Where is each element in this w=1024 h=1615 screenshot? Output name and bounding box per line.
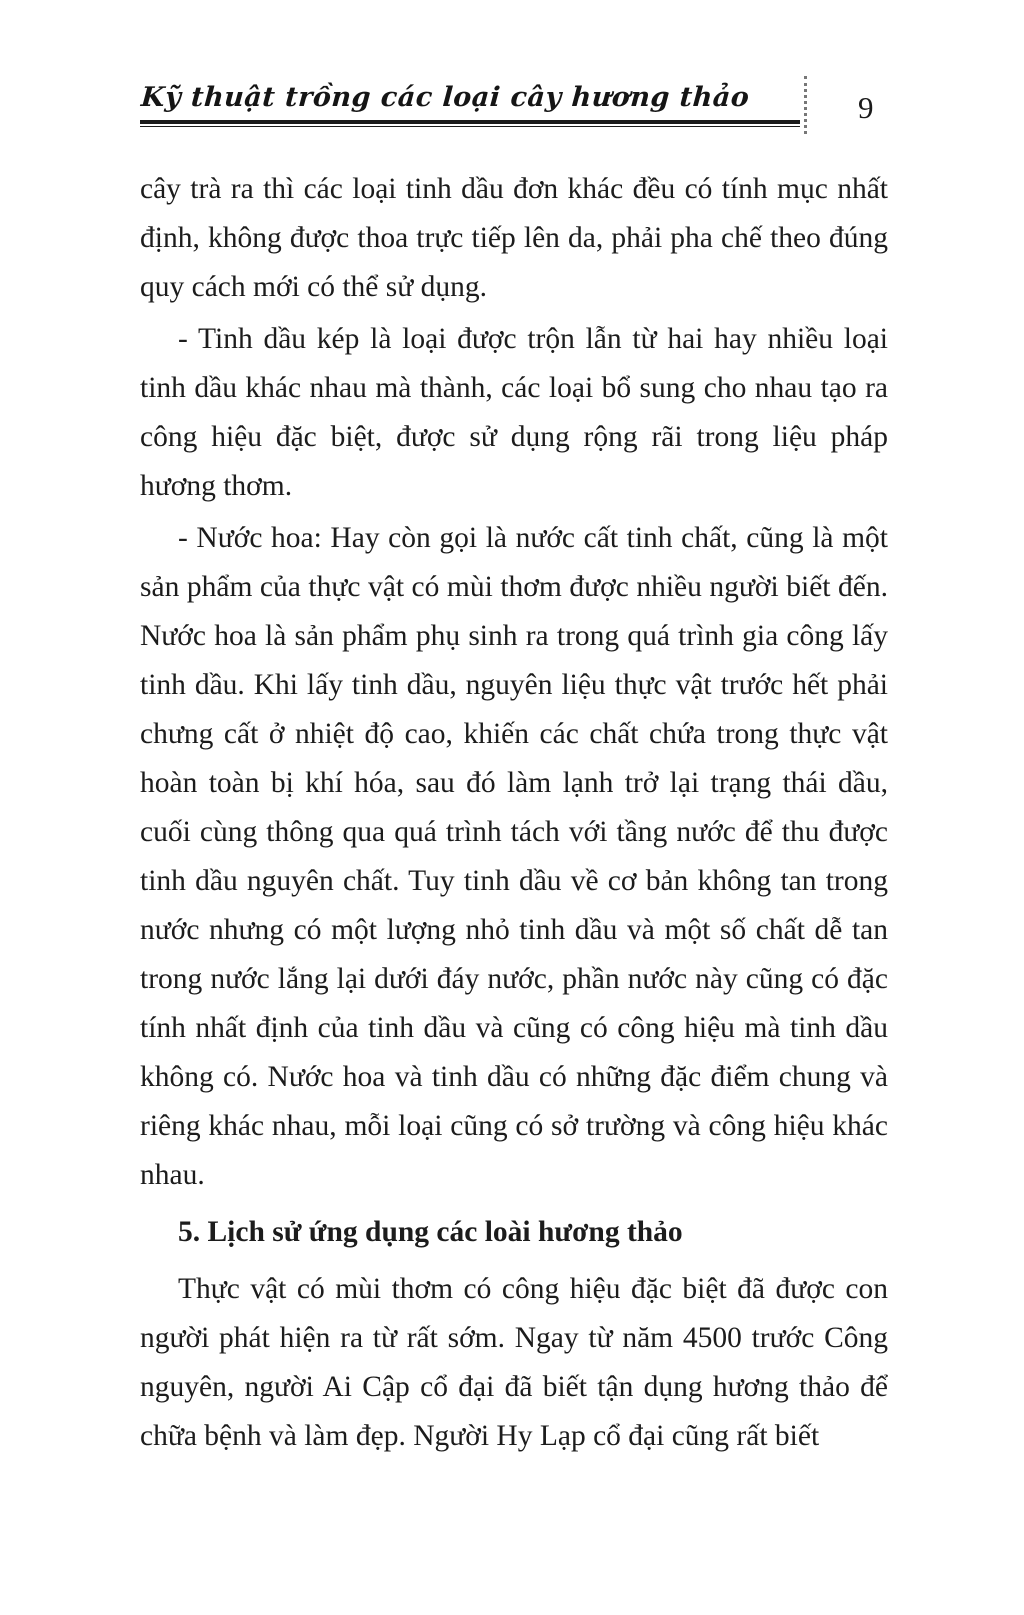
paragraph: cây trà ra thì các loại tinh dầu đơn khác đều có tính mục nhất định, không được thoa trực tiếp lên da, phải pha chế theo đúng quy cách mới có thể sử dụng. <box>140 173 888 303</box>
paragraph: - Tinh dầu kép là loại được trộn lẫn từ hai hay nhiều loại tinh dầu khác nhau mà thành, các loại bổ sung cho nhau tạo ra công hiệu đặc biệt, được sử dụng rộng rãi trong liệu pháp hương thơm. <box>140 323 888 502</box>
page-number: 9 <box>858 90 874 125</box>
section-heading: 5. Lịch sử ứng dụng các loài hương thảo <box>178 1216 683 1248</box>
page-body <box>140 165 888 1464</box>
paragraph: - Nước hoa: Hay còn gọi là nước cất tinh chất, cũng là một sản phẩm của thực vật có mùi thơm được nhiều người biết đến. Nước hoa là sản phẩm phụ sinh ra trong quá trình gia công lấy tinh dầu. Khi lấy tinh dầu, nguyên liệu thực vật trước hết phải chưng cất ở nhiệt độ cao, khiến các chất chứa trong thực vật hoàn toàn bị khí hóa, sau đó làm lạnh trở lại trạng thái dầu, cuối cùng thông qua quá trình tách với tầng nước để thu được tinh dầu nguyên chất. Tuy tinh dầu về cơ bản không tan trong nước nhưng có một lượng nhỏ tinh dầu và một số chất dễ tan trong nước lắng lại dưới đáy nước, phần nước này cũng có đặc tính nhất định của tinh dầu và cũng có công hiệu mà tinh dầu không có. Nước hoa và tinh dầu có những đặc điểm chung và riêng khác nhau, mỗi loại cũng có sở trường và công hiệu khác nhau. <box>140 522 888 1191</box>
paragraph: Thực vật có mùi thơm có công hiệu đặc biệt đã được con người phát hiện ra từ rất sớm. Ngay từ năm 4500 trước Công nguyên, người Ai Cập cổ đại đã biết tận dụng hương thảo để chữa bệnh và làm đẹp. Người Hy Lạp cổ đại cũng rất biết <box>140 1273 888 1452</box>
dotted-divider <box>804 76 807 134</box>
running-title: Kỹ thuật trồng các loại cây hương thảo <box>140 82 751 113</box>
header-rule <box>140 120 800 127</box>
page-header <box>140 82 900 142</box>
